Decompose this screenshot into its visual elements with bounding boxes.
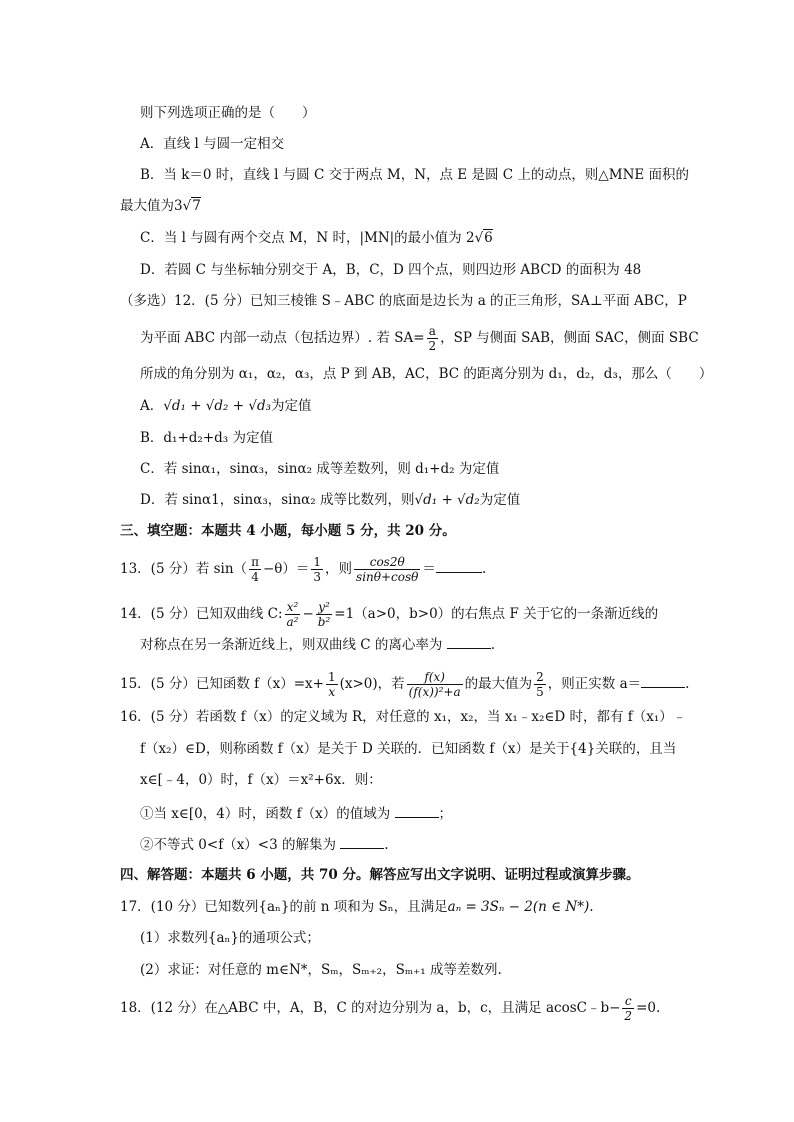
- question-text: f（x₂）∈D，则称函数 f（x）是关于 D 关联的．已知函数 f（x）是关于{4}关联的，且当: [140, 741, 677, 757]
- option-text: C．若 sinα₁，sinα₃，sinα₂ 成等差数列，则 d₁+d₂ 为定值: [140, 461, 500, 477]
- numerator: 2: [536, 670, 544, 684]
- question-text: .: [384, 837, 389, 853]
- fraction: [326, 670, 338, 699]
- question-text: =0.: [636, 1000, 661, 1016]
- fraction: [285, 600, 301, 629]
- denominator: 5: [536, 685, 544, 699]
- answer-blank: [395, 803, 439, 818]
- question-stem: [140, 103, 316, 123]
- math-expression: aₙ = 3Sₙ − 2(n ∈ N*): [447, 899, 590, 915]
- question-text: =1（a>0，b>0）的右焦点 F 关于它的一条渐近线的: [334, 606, 659, 622]
- question-13: [120, 555, 486, 584]
- question-text: 为平面 ABC 内部一动点（包括边界）. 若 SA=: [140, 330, 425, 346]
- question-text: 16．(5 分）若函数 f（x）的定义域为 R，对任意的 x₁，x₂，当 x₁﹣x₂∈D 时，都有 f（x₁）﹣: [120, 709, 687, 725]
- question-text: ，则: [325, 561, 353, 577]
- question-text: ②不等式 0<f（x）<3 的解集为: [140, 837, 336, 853]
- numerator: 1: [327, 670, 336, 684]
- math-expression: √d₁ + √d₂: [414, 492, 480, 508]
- option-b-cont: [120, 196, 201, 216]
- question-text: 所成的角分别为 α₁，α₂，α₃，点 P 到 AB，AC，BC 的距离分别为 d₁，d₂，d₃，那么（ ）: [140, 366, 713, 382]
- question-text: 15．(5 分）已知函数 f（x）=x+: [120, 676, 324, 692]
- option-text: D．若 sinα1，sinα₃，sinα₂ 成等比数列，则: [140, 492, 415, 508]
- fraction: [316, 600, 333, 629]
- fraction: [354, 555, 420, 584]
- fraction: [249, 555, 261, 584]
- option-text: 为定值: [479, 492, 521, 508]
- section-heading-4: [120, 865, 639, 885]
- question-18: [120, 994, 660, 1023]
- question-12-cont2: [140, 364, 712, 384]
- option-label: A．: [140, 398, 164, 414]
- question-12: [120, 291, 687, 311]
- denominator: sinθ+cosθ: [356, 570, 419, 584]
- fraction: [427, 324, 439, 353]
- option-a: [140, 134, 284, 154]
- question-text: ，则正实数 a＝: [547, 676, 642, 692]
- question-16-part2: [140, 834, 389, 855]
- question-text: (2）求证：对任意的 m∈N*，Sₘ，Sₘ₊₂，Sₘ₊₁ 成等差数列.: [140, 962, 502, 978]
- question-text: 18．(12 分）在△ABC 中，A，B，C 的对边分别为 a，b，c，且满足 acosC﹣b−: [120, 1000, 621, 1016]
- question-17-part1: [140, 928, 320, 948]
- denominator: 3: [313, 570, 322, 584]
- question-text: ＝: [422, 561, 436, 577]
- sqrt-content: 7: [192, 198, 201, 214]
- question-text: −θ）＝: [262, 561, 310, 577]
- question-16-part1: [140, 803, 452, 824]
- option-text: A．直线 l 与圆一定相交: [140, 136, 285, 152]
- section-heading-3: [120, 521, 456, 541]
- question-text: .: [490, 637, 496, 653]
- question-17-part2: [140, 960, 502, 980]
- numerator: 1: [313, 555, 322, 569]
- numerator: x²: [285, 600, 301, 615]
- question-16: [120, 707, 686, 727]
- numerator: a: [427, 324, 439, 339]
- denominator: x: [328, 685, 336, 699]
- question-12-cont: [140, 324, 699, 353]
- option-text: C．当 l 与圆有两个交点 M，N 时，|MN|的最小值为 2: [140, 230, 475, 246]
- fraction: [311, 555, 323, 584]
- option-c: [140, 228, 493, 248]
- numerator: y²: [316, 600, 333, 615]
- sqrt-symbol: √: [182, 198, 192, 214]
- q12-option-b: [140, 428, 273, 448]
- question-text: (x>0)，若: [339, 676, 405, 692]
- answer-blank: [436, 558, 482, 573]
- fraction: [534, 670, 546, 699]
- denominator: 2: [428, 339, 437, 353]
- option-b: [140, 165, 689, 185]
- answer-blank: [447, 634, 491, 649]
- question-text: .: [685, 676, 690, 692]
- question-text: 14．(5 分）已知双曲线 C:: [120, 606, 283, 622]
- heading-text: 三、填空题：本题共 4 小题，每小题 5 分，共 20 分。: [120, 523, 456, 539]
- denominator: a²: [286, 615, 299, 629]
- question-16-cont: [140, 739, 676, 759]
- option-text: D．若圆 C 与坐标轴分别交于 A，B，C，D 四个点，则四边形 ABCD 的面积为 48: [140, 262, 642, 278]
- answer-blank: [641, 673, 685, 688]
- minus-sign: −: [302, 606, 314, 622]
- question-text: .: [589, 899, 594, 915]
- denominator: 2: [624, 1009, 633, 1023]
- q12-option-c: [140, 459, 499, 479]
- question-14-cont: [140, 634, 495, 655]
- question-text: 对称点在另一条渐近线上，则双曲线 C 的离心率为: [140, 637, 443, 653]
- option-text: 最大值为3: [120, 198, 183, 214]
- fraction: [622, 994, 634, 1023]
- question-text: x∈[﹣4，0）时，f（x）＝x²+6x．则：: [140, 772, 382, 788]
- numerator: π: [251, 555, 259, 569]
- q12-option-d: [140, 490, 520, 510]
- q12-option-a: [140, 396, 312, 416]
- question-text: 的最大值为: [464, 676, 533, 692]
- question-14: [120, 600, 658, 629]
- denominator: 4: [251, 570, 259, 584]
- denominator: (f(x))²+a: [408, 685, 461, 699]
- math-expression: √d₁ + √d₂ + √d₃: [163, 398, 272, 414]
- option-text: B．当 k＝0 时，直线 l 与圆 C 交于两点 M，N，点 E 是圆 C 上的动点，则△MNE 面积的: [140, 167, 690, 183]
- question-16-cont2: [140, 770, 382, 790]
- question-text: (1）求数列{aₙ}的通项公式；: [140, 930, 320, 946]
- question-text: ①当 x∈[0，4）时，函数 f（x）的值域为: [140, 806, 391, 822]
- question-text: 13．(5 分）若 sin（: [120, 561, 248, 577]
- heading-text: 四、解答题：本题共 6 小题，共 70 分。解答应写出文字说明、证明过程或演算步骤。: [120, 867, 640, 883]
- denominator: b²: [317, 615, 331, 629]
- fraction: [407, 670, 463, 699]
- sqrt-content: 6: [484, 230, 493, 246]
- sqrt-symbol: √: [474, 230, 484, 246]
- option-d: [140, 260, 641, 280]
- question-text: 17．(10 分）已知数列{aₙ}的前 n 项和为 Sₙ，且满足: [120, 899, 448, 915]
- option-text: 为定值: [271, 398, 312, 414]
- question-15: [120, 670, 689, 699]
- numerator: cos2θ: [354, 555, 420, 570]
- question-text: .: [481, 561, 487, 577]
- stem-text: 则下列选项正确的是（ ）: [140, 105, 316, 121]
- answer-blank: [340, 834, 384, 849]
- question-text: ；: [438, 806, 453, 822]
- question-17: [120, 897, 594, 917]
- numerator: c: [622, 994, 634, 1009]
- option-text: B．d₁+d₂+d₃ 为定值: [140, 430, 273, 446]
- numerator: f(x): [407, 670, 463, 685]
- question-text: （多选）12．(5 分）已知三棱锥 S﹣ABC 的底面是边长为 a 的正三角形，SA⊥平面 ABC，P: [120, 293, 687, 309]
- question-text: ，SP 与侧面 SAB，侧面 SAC，侧面 SBC: [440, 330, 699, 346]
